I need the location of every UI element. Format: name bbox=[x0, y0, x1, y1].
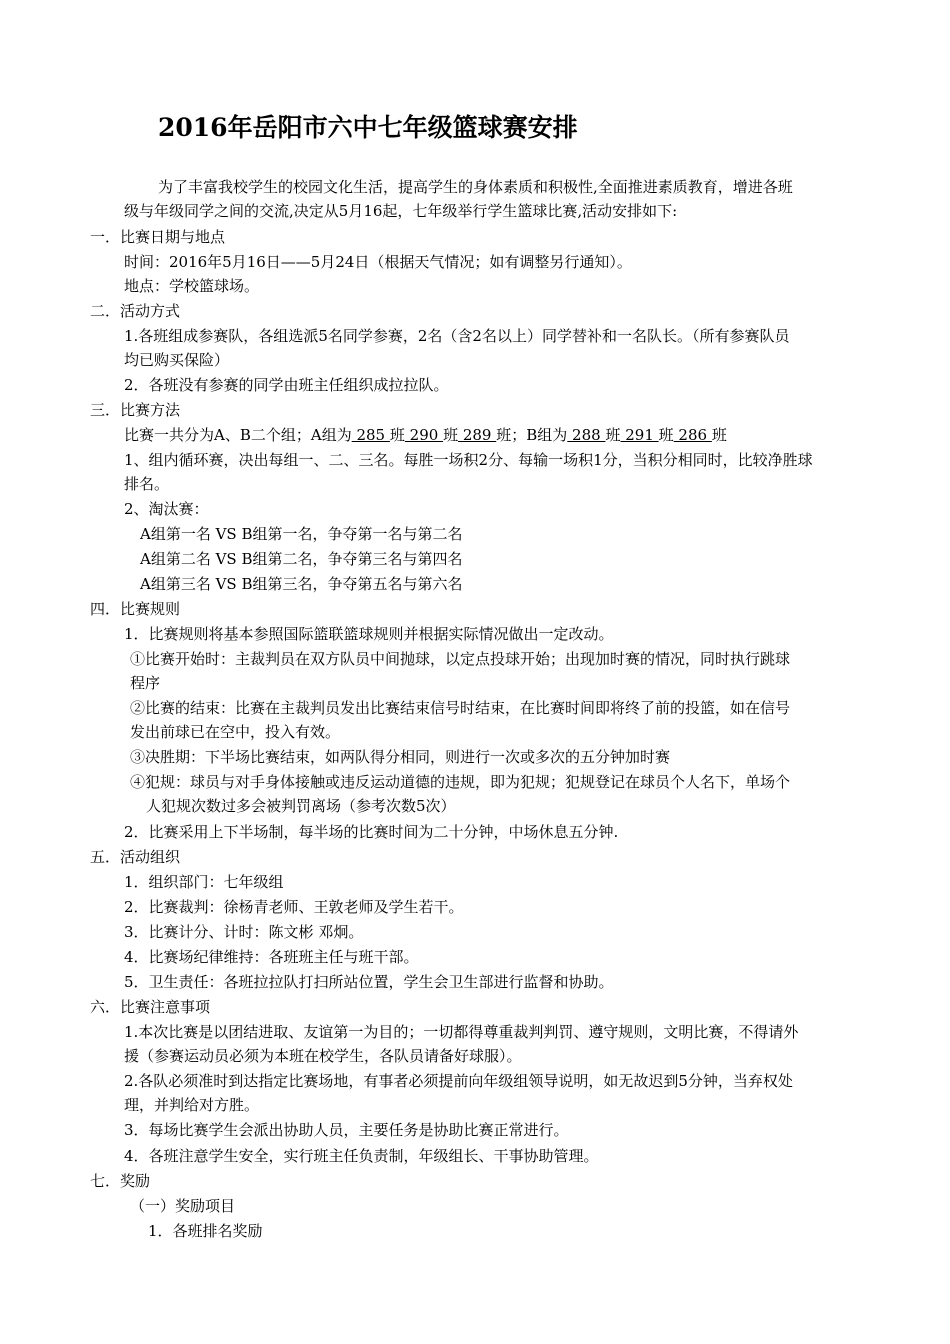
organization-item-4: 4．比赛场纪律维持：各班班主任与班干部。 bbox=[124, 948, 419, 966]
group-assignment-line bbox=[124, 425, 727, 445]
document-title: 2016年岳阳市六中七年级篮球赛安排 bbox=[158, 113, 578, 142]
group-text: 班 bbox=[711, 426, 727, 444]
group-text: 班；B组为 bbox=[496, 426, 568, 444]
section-heading-1: 一．比赛日期与地点 bbox=[90, 228, 226, 246]
mode-item-1-line-2: 均已购买保险） bbox=[124, 351, 230, 369]
section-heading-2: 二．活动方式 bbox=[90, 302, 181, 320]
mode-item-1-line-1: 1.各班组成参赛队，各组选派5名同学参赛，2名（含2名以上）同学替补和一名队长。（所有参赛队员 bbox=[124, 327, 790, 345]
section-heading-7: 七．奖励 bbox=[90, 1172, 151, 1190]
round-robin-line-1: 1、组内循环赛，决出每组一、二、三名。每胜一场积2分、每输一场积1分，当积分相同时，比较净胜球 bbox=[124, 451, 813, 469]
knockout-heading: 2、淘汰赛： bbox=[124, 500, 209, 518]
group-b-class-1: 288 bbox=[567, 426, 606, 444]
section-heading-4: 四．比赛规则 bbox=[90, 600, 181, 618]
group-text: 比赛一共分为A、B二个组；A组为 bbox=[124, 426, 352, 444]
group-text: 班 bbox=[605, 426, 621, 444]
organization-item-3: 3．比赛计分、计时：陈文彬 邓炯。 bbox=[124, 923, 364, 941]
notes-item-1-line-2: 援（参赛运动员必须为本班在校学生，各队员请备好球服）。 bbox=[124, 1047, 522, 1065]
group-text: 班 bbox=[389, 426, 405, 444]
rule-circle-1-line-1: ①比赛开始时：主裁判员在双方队员中间抛球，以定点投球开始；出现加时赛的情况，同时执行跳球 bbox=[130, 650, 791, 668]
rules-item-1: 1．比赛规则将基本参照国际篮联篮球规则并根据实际情况做出一定改动。 bbox=[124, 625, 614, 643]
group-a-class-3: 289 bbox=[458, 426, 497, 444]
organization-item-5: 5．卫生责任：各班拉拉队打扫所站位置，学生会卫生部进行监督和协助。 bbox=[124, 973, 614, 991]
rule-circle-4-line-2: 人犯规次数过多会被判罚离场（参考次数5次） bbox=[146, 797, 456, 815]
group-a-class-2: 290 bbox=[404, 426, 444, 444]
group-text: 班 bbox=[443, 426, 459, 444]
notes-item-4: 4．各班注意学生安全，实行班主任负责制，年级组长、干事协助管理。 bbox=[124, 1147, 599, 1165]
group-text: 班 bbox=[658, 426, 674, 444]
organization-item-2: 2．比赛裁判：徐杨青老师、王敦老师及学生若干。 bbox=[124, 898, 464, 916]
intro-line-2: 级与年级同学之间的交流,决定从5月16起，七年级举行学生篮球比赛,活动安排如下: bbox=[124, 202, 678, 220]
notes-item-1-line-1: 1.本次比赛是以团结进取、友谊第一为目的；一切都得尊重裁判判罚、遵守规则，文明比赛，不得请外 bbox=[124, 1023, 799, 1041]
rules-item-2: 2．比赛采用上下半场制，每半场的比赛时间为二十分钟，中场休息五分钟. bbox=[124, 823, 619, 841]
group-b-class-3: 286 bbox=[673, 426, 712, 444]
rule-circle-1-line-2: 程序 bbox=[130, 674, 161, 692]
section-heading-6: 六．比赛注意事项 bbox=[90, 998, 211, 1016]
knockout-match-1: A组第一名 VS B组第一名，争夺第一名与第二名 bbox=[140, 525, 463, 543]
reward-item-1: 1．各班排名奖励 bbox=[148, 1222, 263, 1240]
section-heading-5: 五．活动组织 bbox=[90, 848, 181, 866]
reward-subheading: （一）奖励项目 bbox=[130, 1197, 236, 1215]
rule-circle-2-line-1: ②比赛的结束：比赛在主裁判员发出比赛结束信号时结束，在比赛时间即将终了前的投篮，如在信号 bbox=[130, 699, 791, 717]
notes-item-3: 3．每场比赛学生会派出协助人员，主要任务是协助比赛正常进行。 bbox=[124, 1121, 569, 1139]
rule-circle-2-line-2: 发出前球已在空中，投入有效。 bbox=[130, 723, 341, 741]
notes-item-2-line-1: 2.各队必须准时到达指定比赛场地，有事者必须提前向年级组领导说明，如无故迟到5分钟，当弃权处 bbox=[124, 1072, 793, 1090]
group-a-class-1: 285 bbox=[351, 426, 390, 444]
time-line: 时间：2016年5月16日——5月24日（根据天气情况；如有调整另行通知）。 bbox=[124, 253, 632, 271]
group-b-class-2: 291 bbox=[620, 426, 659, 444]
mode-item-2: 2．各班没有参赛的同学由班主任组织成拉拉队。 bbox=[124, 376, 449, 394]
place-line: 地点：学校篮球场。 bbox=[124, 277, 260, 295]
rule-circle-4-line-1: ④犯规：球员与对手身体接触或违反运动道德的违规，即为犯规；犯规登记在球员个人名下，单场个 bbox=[130, 773, 791, 791]
intro-line-1: 为了丰富我校学生的校园文化生活，提高学生的身体素质和积极性,全面推进素质教育，增进各班 bbox=[158, 178, 793, 196]
section-heading-3: 三．比赛方法 bbox=[90, 401, 181, 419]
organization-item-1: 1．组织部门：七年级组 bbox=[124, 873, 284, 891]
rule-circle-3: ③决胜期：下半场比赛结束，如两队得分相同，则进行一次或多次的五分钟加时赛 bbox=[130, 748, 671, 766]
round-robin-line-2: 排名。 bbox=[124, 475, 170, 493]
notes-item-2-line-2: 理，并判给对方胜。 bbox=[124, 1096, 260, 1114]
knockout-match-2: A组第二名 VS B组第二名，争夺第三名与第四名 bbox=[140, 550, 463, 568]
knockout-match-3: A组第三名 VS B组第三名，争夺第五名与第六名 bbox=[140, 575, 463, 593]
